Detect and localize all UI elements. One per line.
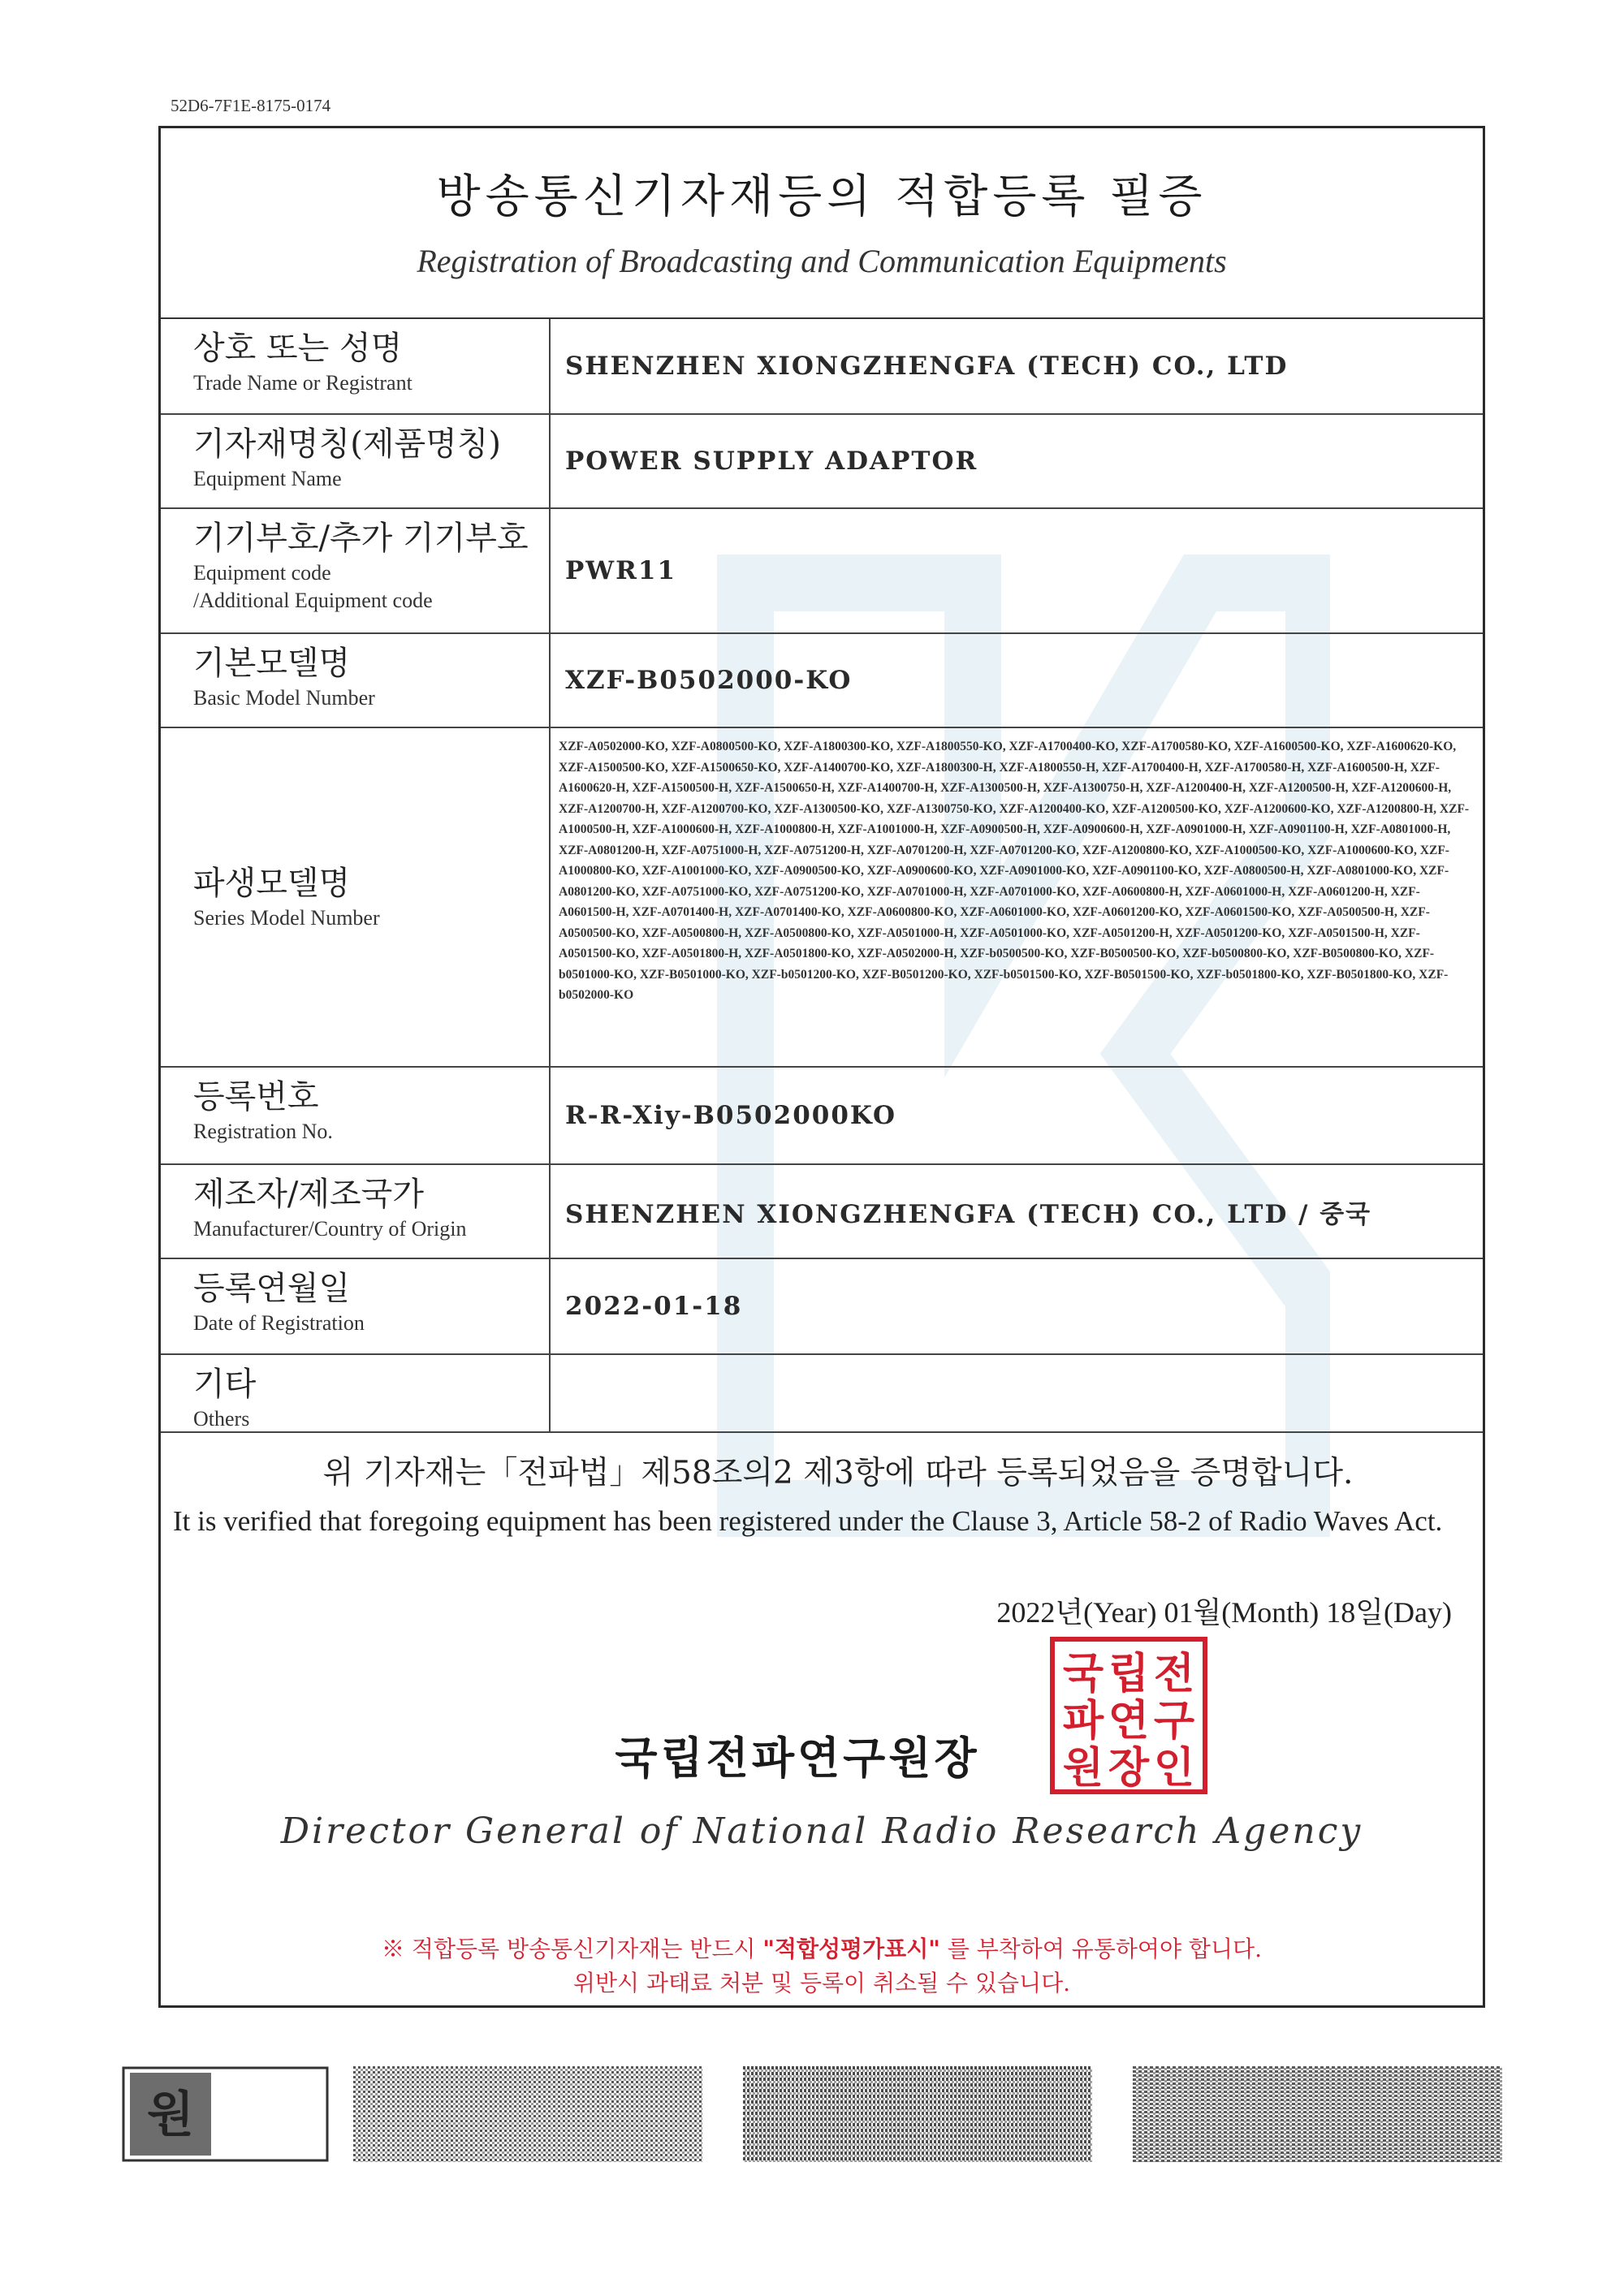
row-others [161,1355,1483,1433]
label-ko: 등록번호 [193,1078,319,1116]
compliance-notice [161,1932,1483,2000]
certification-statement [161,1448,1483,1545]
security-barcode-3 [1133,2066,1502,2162]
label-ko: 기기부호/추가 기기부호 [193,520,529,557]
row-manufacturer [161,1165,1483,1259]
svg-text:연: 연 [1108,1697,1150,1746]
row-equipment-name [161,415,1483,509]
label-ko: 기본모델명 [193,645,351,682]
label-en: Equipment code [193,561,331,585]
svg-text:전: 전 [1153,1650,1195,1698]
value-registration-no: R-R-Xiy-B0502000KO [565,1101,897,1130]
label-en: /Additional Equipment code [193,589,433,612]
label-en: Series Model Number [193,906,380,930]
title-english: Registration of Broadcasting and Communication Equipments [417,243,1227,279]
barcode-strip [122,2066,1502,2168]
svg-text:구: 구 [1153,1697,1195,1746]
label-en: Trade Name or Registrant [193,371,412,395]
label-en: Registration No. [193,1120,333,1143]
svg-text:장: 장 [1108,1744,1150,1793]
value-equipment-code: PWR11 [565,556,677,585]
row-registration-no [161,1068,1483,1165]
certificate-frame [158,126,1485,2008]
label-ko: 파생모델명 [193,865,351,902]
notice-text: ※ 적합등록 방송통신기자재는 반드시 [382,1936,763,1962]
signatory-english: Director General of National Radio Research Agency [280,1810,1363,1852]
label-en: Equipment Name [193,467,342,490]
original-stamp-code [122,2066,329,2162]
row-equipment-code [161,509,1483,634]
value-registration-date: 2022-01-18 [565,1292,743,1321]
value-basic-model: XZF-B0502000-KO [565,666,853,695]
value-trade-name: SHENZHEN XIONGZHENGFA (TECH) CO., LTD [565,352,1289,381]
row-basic-model [161,634,1483,728]
row-registration-date [161,1259,1483,1355]
notice-mark: "적합성평가표시" [762,1936,940,1962]
svg-text:인: 인 [1153,1744,1195,1793]
notice-line-2: 위반시 과태료 처분 및 등록이 취소될 수 있습니다. [572,1970,1071,1996]
label-ko: 기타 [193,1366,257,1403]
certification-english: It is verified that foregoing equipment has been registered under the Clause 3, Article 58-2 of Radio Waves Act. [173,1505,1443,1537]
row-trade-name [161,319,1483,415]
value-series-models: XZF-A0502000-KO, XZF-A0800500-KO, XZF-A1800300-KO, XZF-A1800550-KO, XZF-A1700400-KO, XZF-A1700580-KO, XZF-A1600500-KO, XZF-A1600620-KO, XZF-A1500500-KO, XZF-A1500650-KO, XZF-A1400700-KO, XZF-A1800300-H, XZF-A1800550-H, XZF-A1700400-H, XZF-A1700580-H, XZF-A1600500-H, XZF-A1600620-H, XZF-A1500500-H, XZF-A1500650-H, XZF-A1400700-H, XZF-A1300500-H, XZF-A1300750-H, XZF-A1200400-H, XZF-A1200500-H, XZF-A1200600-H, XZF-A1200700-H, XZF-A1200700-KO, XZF-A1300500-KO, XZF-A1300750-KO, XZF-A1200400-KO, XZF-A1200500-KO, XZF-A1200600-KO, XZF-A1200800-H, XZF-A1000500-H, XZF-A1000600-H, XZF-A1000800-H, XZF-A1001000-H, XZF-A0900500-H, XZF-A0900600-H, XZF-A0901000-H, XZF-A0901100-H, XZF-A0801000-H, XZF-A0801200-H, XZF-A0751000-H, XZF-A0751200-H, XZF-A0701200-H, XZF-A0701200-KO, XZF-A1200800-KO, XZF-A1000500-KO, XZF-A1000600-KO, XZF-A1000800-KO, XZF-A1001000-KO, XZF-A0900500-KO, XZF-A0900600-KO, XZF-A0901000-KO, XZF-A0901100-KO, XZF-A0800500-H, XZF-A0801000-KO, XZF-A0801200-KO, XZF-A0751000-KO, XZF-A0751200-KO, XZF-A0701000-H, XZF-A0701000-KO, XZF-A0600800-H, XZF-A0601000-H, XZF-A0601200-H, XZF-A0601500-H, XZF-A0701400-H, XZF-A0701400-KO, XZF-A0600800-KO, XZF-A0601000-KO, XZF-A0601200-KO, XZF-A0601500-KO, XZF-A0500500-H, XZF-A0500500-KO, XZF-A0500800-H, XZF-A0500800-KO, XZF-A0501000-H, XZF-A0501000-KO, XZF-A0501200-H, XZF-A0501200-KO, XZF-A0501500-H, XZF-A0501500-KO, XZF-A0501800-H, XZF-A0501800-KO, XZF-A0502000-H, XZF-b0500500-KO, XZF-B0500500-KO, XZF-b0500800-KO, XZF-B0500800-KO, XZF-b0501000-KO, XZF-B0501000-KO, XZF-b0501200-KO, XZF-B0501200-KO, XZF-b0501500-KO, XZF-B0501500-KO, XZF-b0501800-KO, XZF-B0501800-KO, XZF-b0502000-KO [559,740,1470,1002]
label-en: Date of Registration [193,1311,365,1335]
label-ko: 기자재명칭(제품명칭) [193,425,501,463]
label-ko: 상호 또는 성명 [193,330,403,367]
label-ko: 등록연월일 [193,1270,351,1307]
registration-table [161,317,1483,1433]
certification-korean: 위 기자재는「전파법」제58조의2 제3항에 따라 등록되었음을 증명합니다. [322,1455,1354,1491]
svg-text:립: 립 [1108,1650,1150,1698]
svg-text:원: 원 [1062,1744,1104,1793]
value-manufacturer: SHENZHEN XIONGZHENGFA (TECH) CO., LTD / 중국 [565,1199,1372,1229]
label-en: Others [193,1407,250,1431]
document-id: 52D6-7F1E-8175-0174 [171,96,331,115]
security-barcode-2 [743,2066,1092,2162]
svg-text:국: 국 [1062,1650,1104,1698]
svg-text:원: 원 [147,2087,194,2143]
title-korean: 방송통신기자재등의 적합등록 필증 [436,170,1207,223]
row-series-model [161,728,1483,1068]
value-equipment-name: POWER SUPPLY ADAPTOR [565,447,978,476]
label-ko: 제조자/제조국가 [193,1176,424,1213]
notice-text-end: 를 부착하여 유통하여야 합니다. [939,1936,1262,1962]
value-others [551,1355,1483,1431]
security-barcode-1 [353,2066,702,2162]
signatory-korean: 국립전파연구원장 [615,1732,980,1784]
svg-text:파: 파 [1062,1697,1104,1746]
issue-date: 2022년(Year) 01월(Month) 18일(Day) [996,1596,1452,1629]
label-en: Basic Model Number [193,686,375,710]
label-en: Manufacturer/Country of Origin [193,1217,467,1241]
